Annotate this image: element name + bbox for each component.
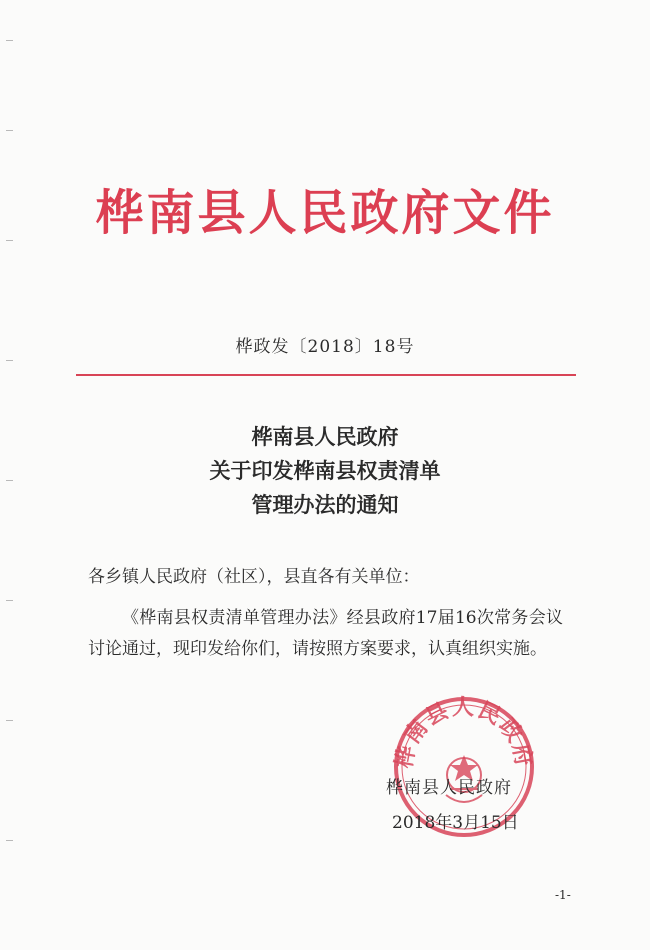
- issue-date: 2018年3月15日: [392, 813, 519, 833]
- scan-margin-mark: [6, 240, 13, 241]
- issuer-signature: 桦南县人民政府: [386, 778, 512, 798]
- scan-margin-mark: [6, 360, 13, 361]
- scan-margin-mark: [6, 600, 13, 601]
- header-red-rule: [76, 374, 576, 376]
- notice-title-line-1: 桦南县人民政府: [251, 425, 399, 449]
- seal-text: 桦南县人民政府: [391, 695, 537, 771]
- notice-body: 《桦南县权责清单管理办法》经县政府17届16次常务会议讨论通过，现印发给你们，请按照方案要求，认真组织实施。: [88, 608, 563, 659]
- scan-margin-mark: [6, 40, 13, 41]
- document-header-title: 桦南县人民政府文件: [95, 185, 555, 241]
- scan-margin-mark: [6, 720, 13, 721]
- salutation: 各乡镇人民政府（社区），县直各有关单位：: [88, 567, 420, 587]
- scan-margin-mark: [6, 840, 13, 841]
- document-number: 桦政发〔2018〕18号: [235, 337, 415, 357]
- notice-title-line-3: 管理办法的通知: [251, 493, 399, 517]
- notice-title-line-2: 关于印发桦南县权责清单: [209, 459, 441, 483]
- page-number: -1-: [555, 888, 571, 902]
- notice-title: [0, 420, 650, 522]
- scan-margin-mark: [6, 130, 13, 131]
